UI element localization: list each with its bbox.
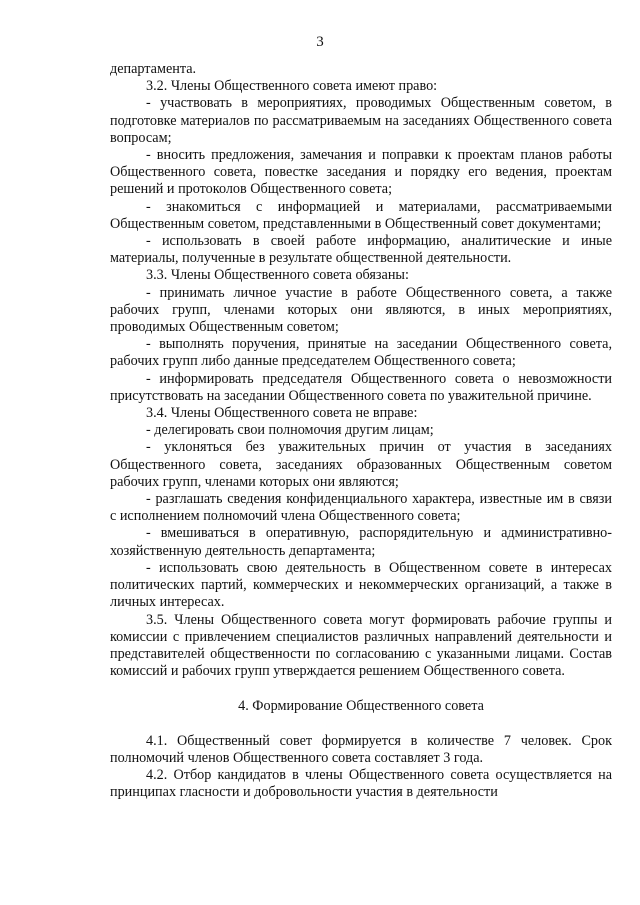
paragraph: - делегировать свои полномочия другим лицам; <box>146 422 434 439</box>
paragraph: - использовать свою деятельность в Общественном совете в интересах политических партий, коммерческих и некоммерческих организаций, а также в личных интересах. <box>110 559 612 611</box>
paragraph: - использовать в своей работе информацию, аналитические и иные материалы, полученные в результате общественной деятельности. <box>110 233 612 267</box>
paragraph: 4.2. Отбор кандидатов в члены Общественного совета осуществляется на принципах гласности и добровольности участия в деятельности <box>110 766 612 801</box>
paragraph: - вмешиваться в оперативную, распорядительную и административно-хозяйственную деятельность департамента; <box>110 525 612 559</box>
paragraph: - знакомиться с информацией и материалами, рассматриваемыми Общественным советом, представленными в Общественный совет документами; <box>110 198 612 232</box>
document-body <box>110 61 612 801</box>
paragraph: 4.1. Общественный совет формируется в количестве 7 человек. Срок полномочий членов Общественного совета составляет 3 года. <box>110 732 612 766</box>
paragraph: - разглашать сведения конфиденциального характера, известные им в связи с исполнением полномочий члена Общественного совета; <box>110 491 612 525</box>
paragraph: 3.4. Члены Общественного совета не вправе: <box>146 405 418 422</box>
paragraph: - принимать личное участие в работе Общественного совета, а также рабочих групп, членами которых они являются, в иных мероприятиях, проводимых Общественным советом; <box>110 284 612 336</box>
paragraph: 3.5. Члены Общественного совета могут формировать рабочие группы и комиссии с привлечением специалистов различных направлений деятельности и представителей общественности по согласованию с указанными лицами. Состав комиссий и рабочих групп утверждается решением Общественного совета. <box>110 611 612 680</box>
paragraphs-before-heading <box>110 61 612 680</box>
paragraph: - участвовать в мероприятиях, проводимых Общественным советом, в подготовке материалов по рассматриваемым на заседаниях Общественного совета вопросам; <box>110 95 612 146</box>
paragraphs-after-heading <box>110 733 612 802</box>
paragraph: - информировать председателя Общественного совета о невозможности присутствовать на заседании Общественного совета по уважительной причине. <box>110 370 612 404</box>
paragraph: - уклоняться без уважительных причин от участия в заседаниях Общественного совета, заседаниях образованных Общественным советом рабочих групп, членами которых они являются; <box>110 439 612 490</box>
page-number: 3 <box>316 34 324 50</box>
section-heading: 4. Формирование Общественного совета <box>238 698 484 715</box>
paragraph: - вносить предложения, замечания и поправки к проектам планов работы Общественного совета, повестке заседания и порядку его ведения, проектам решений и протоколов Общественного совета; <box>110 147 612 198</box>
paragraph: 3.3. Члены Общественного совета обязаны: <box>146 267 409 284</box>
paragraph: департамента. <box>110 61 197 77</box>
paragraph: 3.2. Члены Общественного совета имеют право: <box>146 78 438 95</box>
paragraph: - выполнять поручения, принятые на заседании Общественного совета, рабочих групп либо данные председателем Общественного совета; <box>110 336 612 370</box>
